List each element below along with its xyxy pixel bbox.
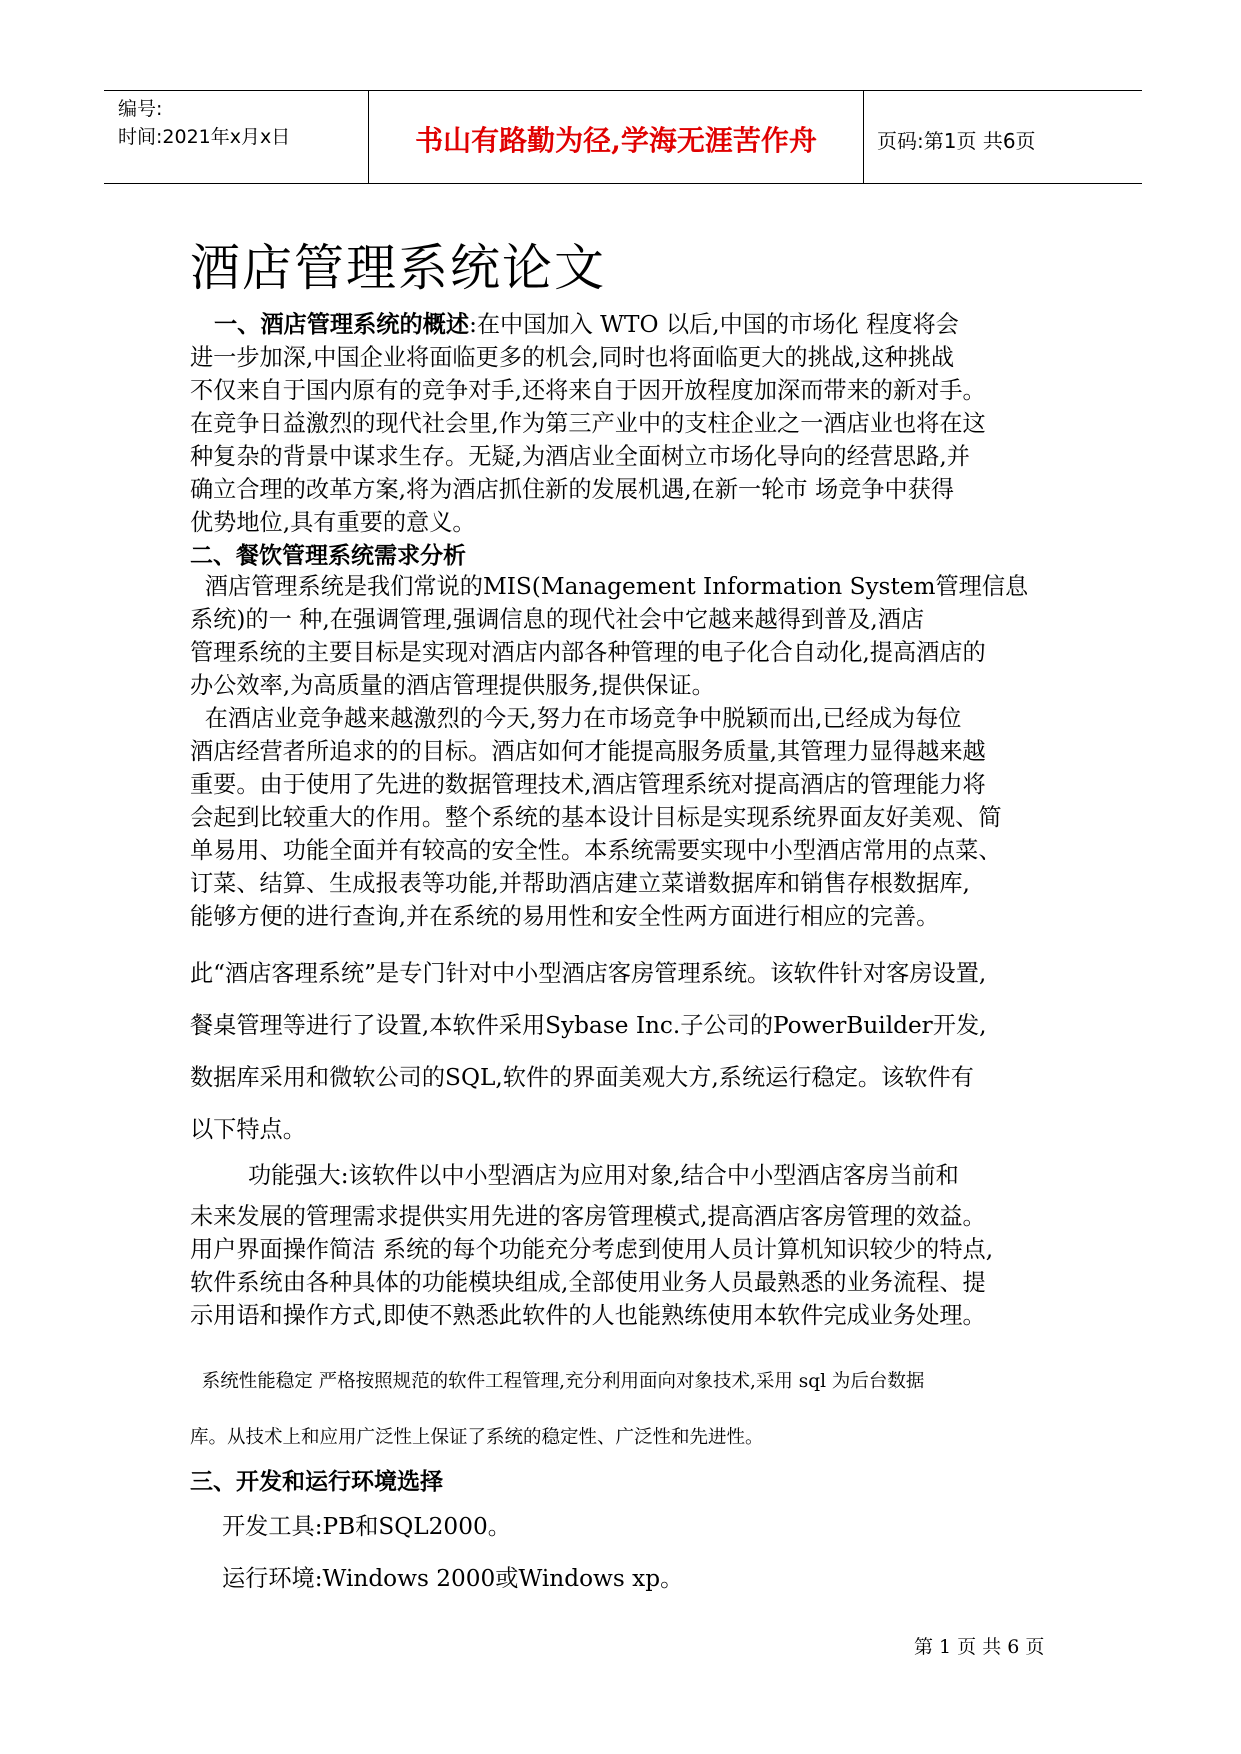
section2-line: 用户界面操作简洁 系统的每个功能充分考虑到使用人员计算机知识较少的特点,	[190, 1236, 994, 1263]
section2-line: 数据库采用和微软公司的SQL,软件的界面美观大方,系统运行稳定。该软件有	[190, 1064, 974, 1091]
section1-paragraph	[190, 308, 1060, 539]
header-page-cell	[864, 91, 1142, 183]
section2-paragraph-2	[190, 702, 1060, 933]
section2-line: 餐桌管理等进行了设置,本软件采用Sybase Inc.子公司的PowerBuilder开发,	[190, 1012, 987, 1039]
section1-line: 进一步加深,中国企业将面临更多的机会,同时也将面临更大的挑战,这种挑战	[190, 344, 955, 371]
section1-line: 不仅来自于国内原有的竞争对手,还将来自于因开放程度加深而带来的新对手。	[190, 377, 986, 404]
section2-line: 系统)的一 种,在强调管理,强调信息的现代社会中它越来越得到普及,酒店	[190, 606, 925, 633]
section2-line: 系统性能稳定 严格按照规范的软件工程管理,充分利用面向对象技术,采用 sql 为后台数据	[190, 1371, 925, 1392]
section2-line: 在酒店业竞争越来越激烈的今天,努力在市场竞争中脱颖而出,已经成为每位	[190, 705, 962, 732]
section2-line: 功能强大:该软件以中小型酒店为应用对象,结合中小型酒店客房当前和	[248, 1162, 959, 1189]
section2-line: 管理系统的主要目标是实现对酒店内部各种管理的电子化合自动化,提高酒店的	[190, 639, 986, 666]
section1-heading: 一、酒店管理系统的概述	[214, 311, 470, 338]
section2-line: 酒店经营者所追求的的目标。酒店如何才能提高服务质量,其管理力显得越来越	[190, 738, 986, 765]
header-page-label: 页码:第1页 共6页	[877, 129, 1036, 153]
section2-line: 会起到比较重大的作用。整个系统的基本设计目标是实现系统界面友好美观、简	[190, 804, 1002, 831]
section1-first-line	[190, 308, 1060, 341]
document-header	[104, 90, 1142, 184]
section3-tools: 开发工具:PB和SQL2000。	[222, 1513, 511, 1540]
section2-line: 酒店管理系统是我们常说的MIS(Management Information System管理信息	[190, 573, 1029, 600]
section2-line: 重要。由于使用了先进的数据管理技术,酒店管理系统对提高酒店的管理能力将	[190, 771, 986, 798]
document-title: 酒店管理系统论文	[190, 239, 606, 297]
section2-line: 此“酒店客理系统”是专门针对中小型酒店客房管理系统。该软件针对客房设置,	[190, 960, 987, 987]
section1-line: 确立合理的改革方案,将为酒店抓住新的发展机遇,在新一轮市 场竞争中获得	[190, 476, 955, 503]
section1-line: 优势地位,具有重要的意义。	[190, 509, 476, 536]
section2-paragraph-3	[190, 948, 1060, 1156]
section2-line: 库。从技术上和应用广泛性上保证了系统的稳定性、广泛性和先进性。	[190, 1427, 764, 1448]
header-motto: 书山有路勤为径,学海无涯苦作舟	[415, 124, 817, 157]
section1-line: :在中国加入 WTO 以后,中国的市场化 程度将会	[469, 311, 959, 338]
section2-line: 未来发展的管理需求提供实用先进的客房管理模式,提高酒店客房管理的效益。	[190, 1203, 986, 1230]
section2-paragraph-1	[190, 570, 1060, 702]
header-motto-cell	[369, 91, 864, 183]
section2-line: 软件系统由各种具体的功能模块组成,全部使用业务人员最熟悉的业务流程、提	[190, 1269, 986, 1296]
section2-paragraph-4-first	[190, 1150, 1060, 1202]
section2-paragraph-5	[190, 1354, 1060, 1466]
section2-line: 订菜、结算、生成报表等功能,并帮助酒店建立菜谱数据库和销售存根数据库,	[190, 870, 970, 897]
section2-line: 单易用、功能全面并有较高的安全性。本系统需要实现中小型酒店常用的点菜、	[190, 837, 1002, 864]
section2-line: 示用语和操作方式,即使不熟悉此软件的人也能熟练使用本软件完成业务处理。	[190, 1302, 986, 1329]
section1-line: 在竞争日益激烈的现代社会里,作为第三产业中的支柱企业之一酒店业也将在这	[190, 410, 986, 437]
section1-line: 种复杂的背景中谋求生存。无疑,为酒店业全面树立市场化导向的经营思路,并	[190, 443, 970, 470]
section2-line: 以下特点。	[190, 1116, 306, 1143]
section3-env: 运行环境:Windows 2000或Windows xp。	[222, 1565, 684, 1592]
section2-paragraph-4	[190, 1200, 1060, 1332]
section3-heading: 三、开发和运行环境选择	[190, 1469, 443, 1495]
page-footer: 第 1 页 共 6 页	[914, 1636, 1045, 1658]
section2-line: 办公效率,为高质量的酒店管理提供服务,提供保证。	[190, 672, 715, 699]
header-number-label: 编号:	[118, 98, 163, 120]
section2-heading: 二、餐饮管理系统需求分析	[190, 543, 466, 569]
section2-line: 能够方便的进行查询,并在系统的易用性和安全性两方面进行相应的完善。	[190, 903, 940, 930]
header-left-cell	[104, 91, 369, 183]
header-time-label: 时间:2021年x月x日	[118, 126, 291, 148]
